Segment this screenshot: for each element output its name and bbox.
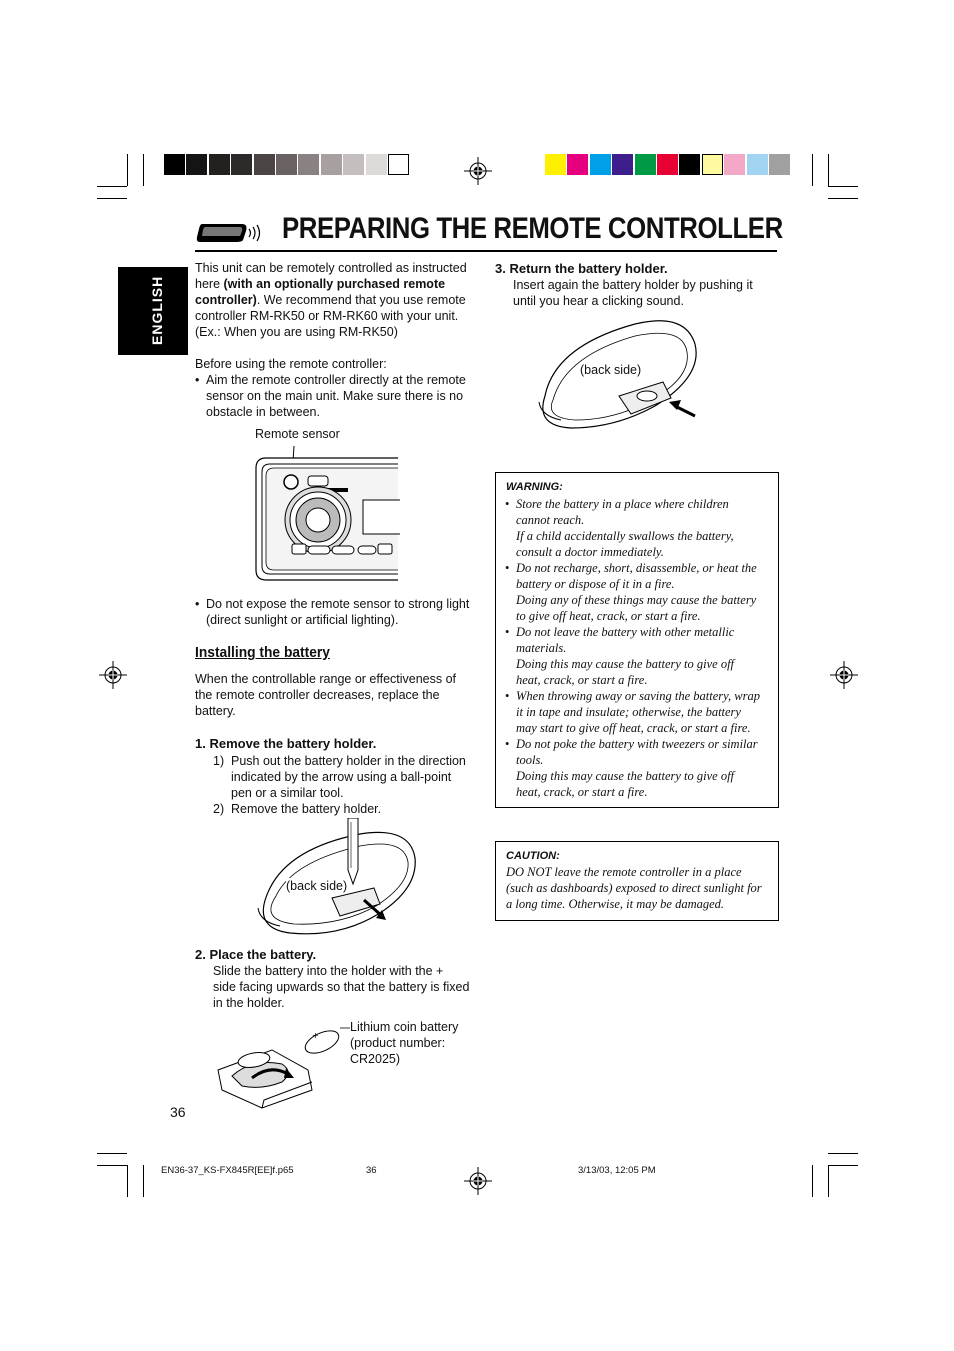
bullet-marker: • <box>505 625 510 639</box>
color-swatch <box>657 154 678 175</box>
crop-mark <box>828 1153 858 1154</box>
step3-text: Insert again the battery holder by pushing it until you hear a clicking sound. <box>513 278 753 308</box>
color-swatch <box>635 154 656 175</box>
warning-line: to give off heat, crack, or start a fire. <box>516 609 701 623</box>
crop-mark <box>812 1165 813 1197</box>
color-swatch <box>747 154 768 175</box>
intro-line: here (with an optionally purchased remote <box>195 277 446 291</box>
warning-line: may start to give off heat, crack, or start a fire. <box>516 721 751 735</box>
before-using-text: Before using the remote controller: <box>195 357 387 371</box>
color-swatch <box>343 154 364 175</box>
crop-mark <box>97 186 127 187</box>
warning-line: it in tape and insulate; otherwise, the battery <box>516 705 741 719</box>
step1-sub1-num: 1) <box>213 754 225 768</box>
registration-mark-icon <box>830 661 858 689</box>
intro-line: This unit can be remotely controlled as instructed <box>195 261 467 275</box>
color-swatch <box>276 154 297 175</box>
color-swatch <box>612 154 633 175</box>
intro-line: controller RM-RK50 or RM-RK60 with your unit. <box>195 309 459 323</box>
crop-mark <box>812 154 813 186</box>
warning-line: battery or dispose of it in a fire. <box>516 577 675 591</box>
caution-text: DO NOT leave the remote controller in a place (such as dashboards) exposed to direct sunlight for a long time. Otherwise, it may be damaged. <box>506 865 762 911</box>
footer-date: 3/13/03, 12:05 PM <box>578 1165 656 1176</box>
step1-title: 1. Remove the battery holder. <box>195 736 377 751</box>
warning-line: When throwing away or saving the battery, wrap <box>516 689 760 703</box>
warning-item <box>505 560 775 624</box>
step2-text: Slide the battery into the holder with the + side facing upwards so that the battery is fixed in the holder. <box>213 964 470 1010</box>
bullet-marker: • <box>505 737 510 751</box>
step1-sub1-text: Push out the battery holder in the direction indicated by the arrow using a ball-point pen or a similar tool. <box>231 754 466 800</box>
remote-sensor-label: Remote sensor <box>255 427 340 441</box>
color-swatch <box>254 154 275 175</box>
page-title: PREPARING THE REMOTE CONTROLLER <box>282 212 783 245</box>
warning-line: Do not leave the battery with other metallic <box>516 625 735 639</box>
bullet-marker: • <box>505 497 510 511</box>
color-swatch <box>186 154 207 175</box>
warning-item <box>505 624 775 688</box>
step1-sub2-num: 2) <box>213 802 225 816</box>
installing-heading: Installing the battery <box>195 644 330 661</box>
bullet-marker: • <box>195 373 200 387</box>
language-tab-label: ENGLISH <box>149 275 165 345</box>
crop-mark <box>828 186 858 187</box>
warning-line: Do not poke the battery with tweezers or similar <box>516 737 758 751</box>
crop-mark <box>143 154 144 186</box>
battery-holder-illustration <box>212 1020 352 1112</box>
bullet-marker: • <box>505 689 510 703</box>
crop-mark <box>97 198 127 199</box>
crop-mark <box>828 1165 829 1197</box>
step1-sub2-text: Remove the battery holder. <box>231 802 382 816</box>
warning-line: Store the battery in a place where children <box>516 497 729 511</box>
crop-mark <box>143 1165 144 1197</box>
crop-mark <box>97 1153 127 1154</box>
warning-line: cannot reach. <box>516 513 585 527</box>
crop-mark <box>828 1165 858 1166</box>
warning-title: WARNING: <box>506 481 563 493</box>
warning-item <box>505 496 775 560</box>
remote-controller-icon <box>196 222 262 244</box>
color-swatch <box>388 154 409 175</box>
color-swatch <box>545 154 566 175</box>
color-swatch <box>366 154 387 175</box>
back-side-label-2: (back side) <box>580 363 642 377</box>
installing-text: When the controllable range or effectiveness of the remote controller decreases, replace the battery. <box>195 672 457 718</box>
intro-line: controller). We recommend that you use remote <box>195 293 466 307</box>
step2-title: 2. Place the battery. <box>195 947 317 962</box>
svg-text:+: + <box>312 1031 319 1040</box>
color-swatch <box>567 154 588 175</box>
crop-mark <box>127 154 128 186</box>
color-swatch <box>298 154 319 175</box>
intro-paragraph <box>195 260 485 340</box>
warning-item <box>505 736 775 800</box>
warning-item <box>505 688 775 736</box>
warning-line: heat, crack, or start a fire. <box>516 785 648 799</box>
crop-mark <box>97 1165 127 1166</box>
registration-mark-icon <box>464 157 492 185</box>
bullet-marker: • <box>195 597 200 611</box>
bullet-aim-remote: Aim the remote controller directly at the remote sensor on the main unit. Make sure there is no obstacle in between. <box>206 373 466 419</box>
footer-page: 36 <box>366 1165 377 1176</box>
back-side-label-1: (back side) <box>286 879 348 893</box>
color-swatch <box>724 154 745 175</box>
color-swatch <box>164 154 185 175</box>
color-swatch <box>590 154 611 175</box>
warning-line: tools. <box>516 753 544 767</box>
warning-line: Doing this may cause the battery to give off <box>516 769 735 783</box>
warning-line: consult a doctor immediately. <box>516 545 664 559</box>
registration-mark-icon <box>464 1167 492 1195</box>
crop-mark <box>828 154 829 186</box>
title-underline <box>195 250 777 252</box>
language-tab <box>118 267 188 355</box>
color-swatch <box>209 154 230 175</box>
warning-line: Do not recharge, short, disassemble, or heat the <box>516 561 757 575</box>
bullet-strong-light: Do not expose the remote sensor to strong light (direct sunlight or artificial lighting). <box>206 597 470 627</box>
page-number: 36 <box>170 1104 186 1120</box>
color-swatch <box>679 154 700 175</box>
crop-mark <box>828 198 858 199</box>
color-swatch <box>702 154 723 175</box>
warning-line: If a child accidentally swallows the battery, <box>516 529 734 543</box>
warning-list <box>505 496 775 800</box>
color-swatch <box>769 154 790 175</box>
lithium-battery-label: Lithium coin battery (product number: CR2025) <box>350 1020 459 1066</box>
intro-line: (Ex.: When you are using RM-RK50) <box>195 325 398 339</box>
main-unit-illustration <box>250 442 400 584</box>
warning-line: Doing any of these things may cause the battery <box>516 593 757 607</box>
warning-line: Doing this may cause the battery to give off <box>516 657 735 671</box>
warning-line: heat, crack, or start a fire. <box>516 673 648 687</box>
color-swatch <box>231 154 252 175</box>
bullet-marker: • <box>505 561 510 575</box>
registration-mark-icon <box>99 661 127 689</box>
crop-mark <box>127 1165 128 1197</box>
warning-line: materials. <box>516 641 567 655</box>
step3-title: 3. Return the battery holder. <box>495 261 668 276</box>
caution-title: CAUTION: <box>506 850 560 862</box>
color-swatch <box>321 154 342 175</box>
footer-file: EN36-37_KS-FX845R[EE]f.p65 <box>161 1165 294 1176</box>
